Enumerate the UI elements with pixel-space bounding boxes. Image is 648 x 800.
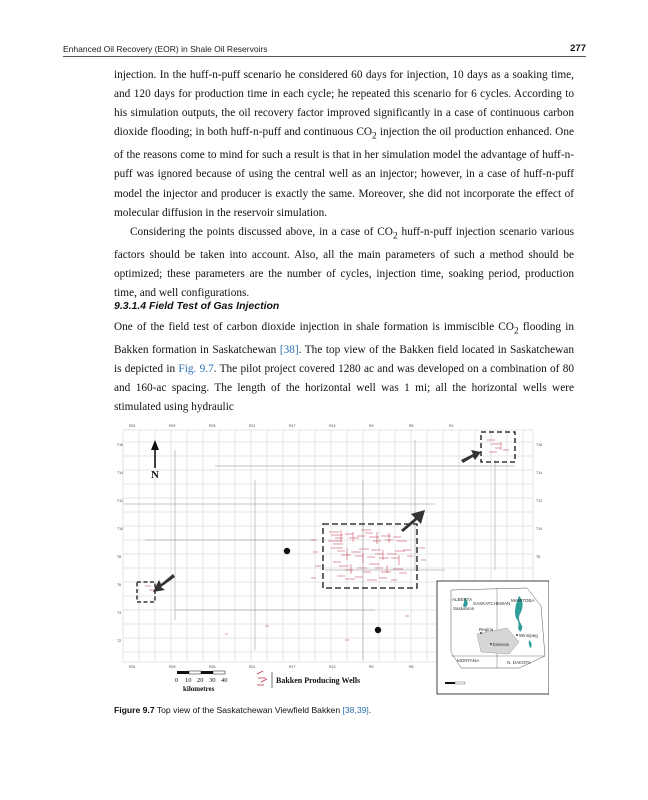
svg-text:R5: R5 <box>409 665 414 669</box>
svg-text:R21: R21 <box>249 424 256 428</box>
svg-text:R32: R32 <box>129 424 136 428</box>
running-title: Enhanced Oil Recovery (EOR) in Shale Oil Reservoirs <box>63 44 268 54</box>
svg-text:T16: T16 <box>117 443 124 447</box>
svg-text:Estevan: Estevan <box>493 642 510 647</box>
svg-text:Saskatoon: Saskatoon <box>453 606 475 611</box>
svg-text:R21: R21 <box>249 665 256 669</box>
svg-text:MANITOBA: MANITOBA <box>511 598 535 603</box>
svg-text:20: 20 <box>197 677 204 684</box>
city-dot <box>284 548 290 554</box>
svg-text:T12: T12 <box>117 499 124 503</box>
city-dot <box>375 627 381 633</box>
pilot-area-box <box>323 524 417 588</box>
svg-text:R17: R17 <box>289 424 296 428</box>
inset-map <box>437 581 549 694</box>
svg-text:MONTANA: MONTANA <box>457 658 480 663</box>
svg-text:SASKATCHEWAN: SASKATCHEWAN <box>473 601 511 606</box>
svg-text:10: 10 <box>185 677 192 684</box>
svg-text:R25: R25 <box>209 665 216 669</box>
figure-link[interactable]: Fig. 9.7 <box>178 363 214 376</box>
arrow-icon-main <box>401 510 425 532</box>
svg-text:T4: T4 <box>117 611 122 615</box>
citation-link-38[interactable]: [38] <box>279 344 299 357</box>
svg-text:40: 40 <box>221 677 228 684</box>
svg-text:T14: T14 <box>117 471 124 475</box>
svg-text:R9: R9 <box>369 665 374 669</box>
citation-link-38-39[interactable]: [38,39] <box>342 705 369 715</box>
well-cluster-north <box>487 440 509 452</box>
svg-text:R13: R13 <box>329 424 336 428</box>
svg-text:T12: T12 <box>536 499 543 503</box>
scale-bar <box>175 671 228 693</box>
figure-caption: Figure 9.7 Top view of the Saskatchewan Viewfield Bakken [38,39]. <box>114 705 372 715</box>
paragraph-1: injection. In the huff-n-puff scenario he considered 60 days for injection, 10 days as a soaking time, and 120 days for production time in each cycle; he repeated this scenario for 6 cycles. According to his simulation outputs, the oil recovery factor improved significantly in a case of continuous carbon dioxide flooding; in both huff-n-puff and continuous $CO_2$ injection the oil production enhanced. One of the reasons come to mind for such a result is that in her simulation model the advantage of huff-n-puff was ignored because of using the central well as an injector; however, in a case of huff-n-puff model the injector and producer is exactly the same. Moreover, she did not incorporate the effect of molecular diffusion in the reservoir simulation. <box>114 69 574 219</box>
section-heading: 9.3.1.4 Field Test of Gas Injection <box>114 300 280 312</box>
svg-text:T8: T8 <box>536 555 541 559</box>
north-arrow-icon <box>151 440 159 481</box>
svg-text:T14: T14 <box>536 471 543 475</box>
svg-text:R9: R9 <box>369 424 374 428</box>
legend-label: Bakken Producing Wells <box>276 676 361 685</box>
svg-text:R29: R29 <box>169 665 176 669</box>
svg-text:R13: R13 <box>329 665 336 669</box>
legend <box>257 671 360 688</box>
well-cluster-main <box>328 530 413 580</box>
arrow-icon-west <box>153 574 175 592</box>
svg-text:R1: R1 <box>449 424 454 428</box>
svg-text:R25: R25 <box>209 424 216 428</box>
svg-text:Regina: Regina <box>479 627 494 632</box>
svg-text:R32: R32 <box>129 665 136 669</box>
body-text-top <box>114 66 574 303</box>
svg-text:N: N <box>151 469 159 481</box>
svg-text:Winnipeg: Winnipeg <box>519 633 538 638</box>
svg-text:30: 30 <box>209 677 216 684</box>
svg-text:T6: T6 <box>117 583 122 587</box>
svg-text:kilometres: kilometres <box>183 685 215 693</box>
svg-text:ALBERTA: ALBERTA <box>452 597 473 602</box>
svg-text:N. DAKOTA: N. DAKOTA <box>507 660 531 665</box>
svg-text:T16: T16 <box>536 443 543 447</box>
paragraph-3: One of the field test of carbon dioxide injection in shale formation is immiscible $CO_2$ flooding in Bakken formation in Saskatchewan [38]. The top view of the Bakken field located in Saskatchewan is depicted in Fig. 9.7. The pilot project covered 1280 ac and was developed on a combination of 80 and 160-ac spacing. The length of the horizontal well was 1 mi; all the horizontal wells were stimulated using hydraulic <box>114 321 575 414</box>
svg-text:T10: T10 <box>117 527 124 531</box>
svg-text:R5: R5 <box>409 424 414 428</box>
paragraph-2: Considering the points discussed above, in a case of $CO_2$ huff-n-puff injection scenario various factors should be taken into account. Also, all the main parameters of such a method should be optimized; these parameters are the number of cycles, injection time, soaking period, production time, and well configurations. <box>114 225 574 300</box>
body-text-section <box>114 318 574 417</box>
header-rule <box>63 56 586 57</box>
svg-text:R29: R29 <box>169 424 176 428</box>
svg-text:R17: R17 <box>289 665 296 669</box>
svg-text:T2: T2 <box>117 639 122 643</box>
svg-text:T10: T10 <box>536 527 543 531</box>
bakken-field-map <box>115 420 549 696</box>
western-area-box <box>137 582 155 602</box>
arrow-icon-north <box>461 450 481 463</box>
northern-area-box <box>481 432 515 462</box>
svg-text:T8: T8 <box>117 555 122 559</box>
page-number: 277 <box>570 43 586 54</box>
svg-text:0: 0 <box>175 677 179 684</box>
